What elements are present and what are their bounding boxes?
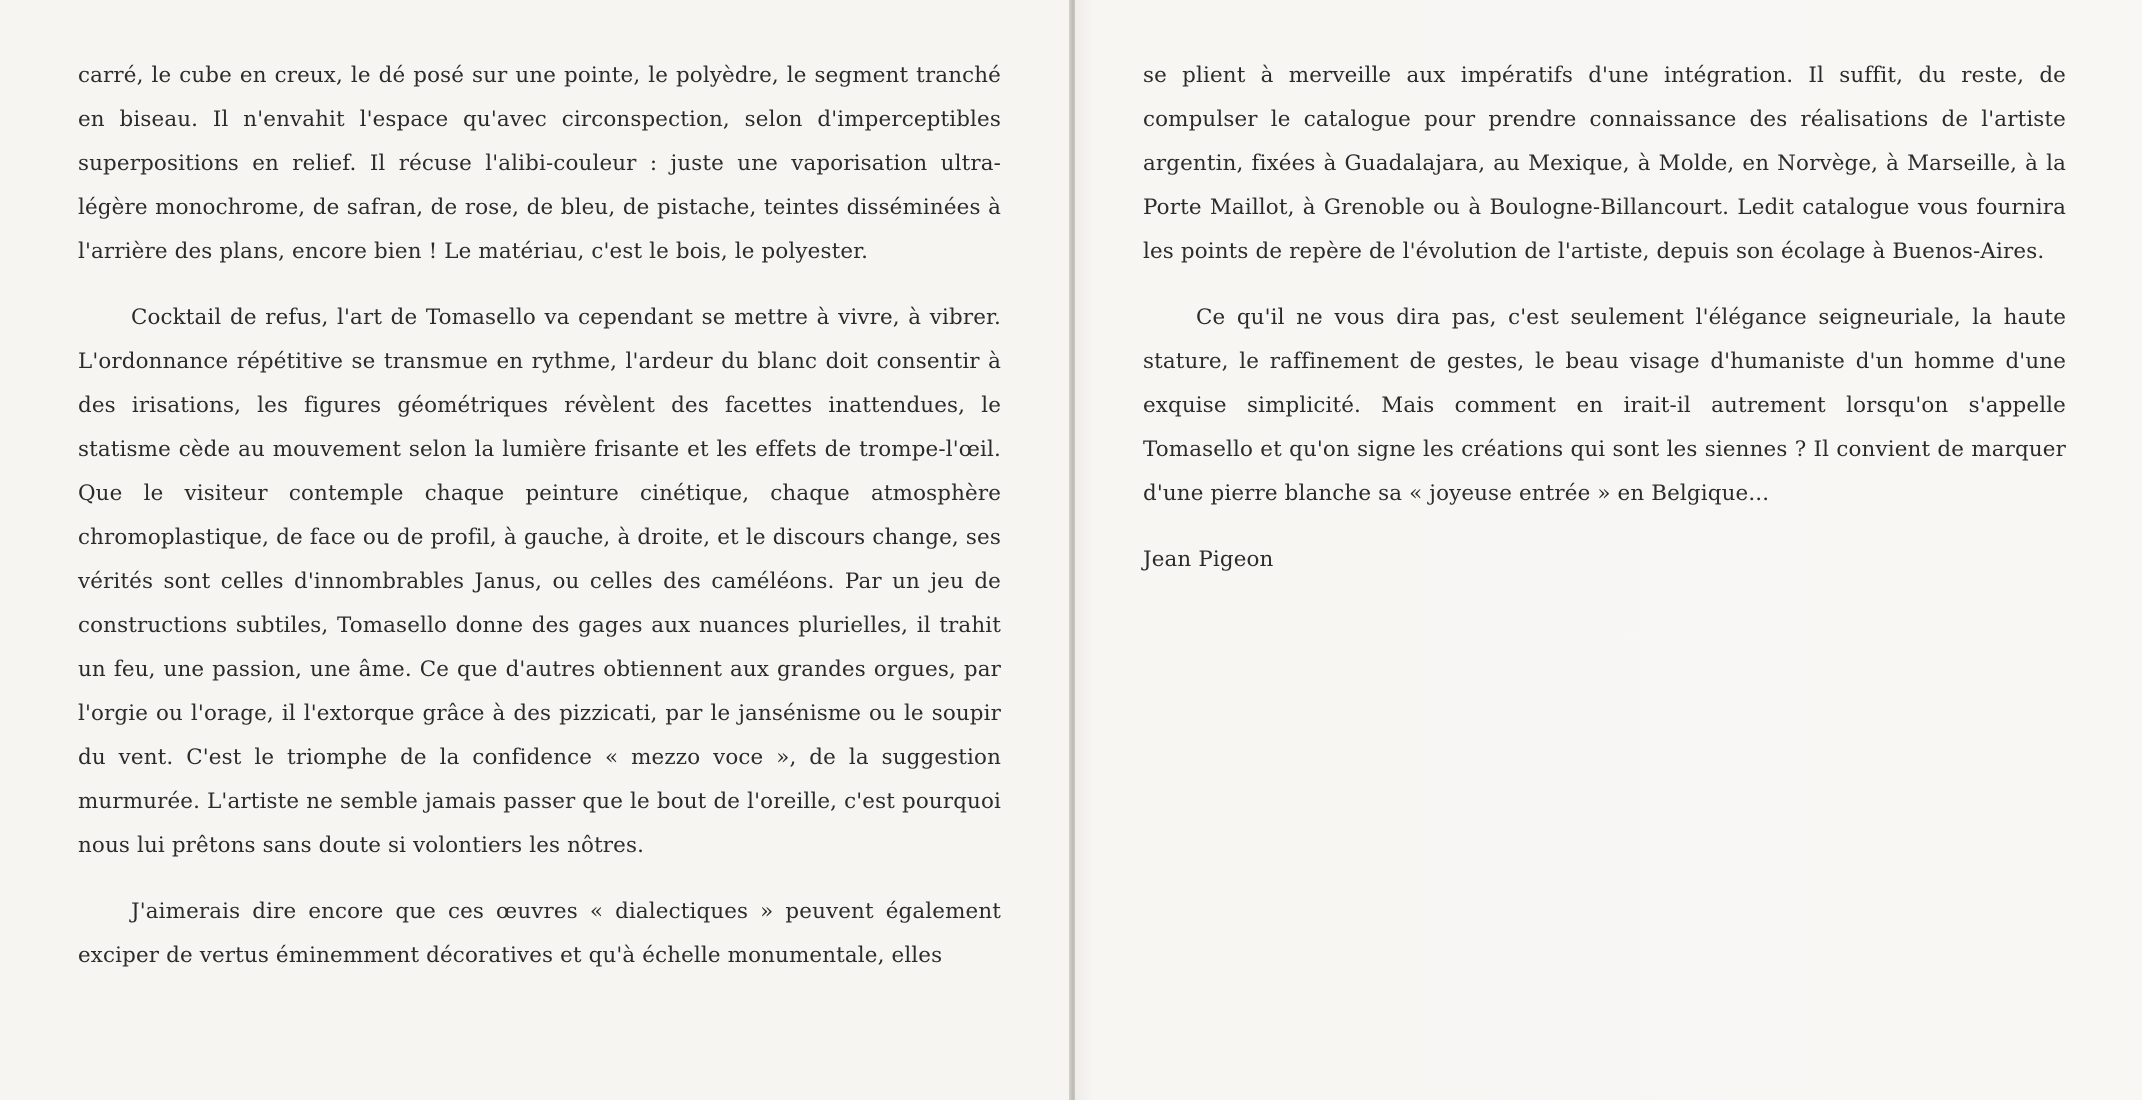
author-signature: Jean Pigeon bbox=[1143, 547, 1274, 572]
left-paragraph-1: carré, le cube en creux, le dé posé sur une pointe, le polyèdre, le segment tranché en biseau. Il n'envahit l'espace qu'avec circonspection, selon d'imperceptibles superpositions en relief. Il récuse l'alibi-couleur : juste une vaporisation ultra-légère monochrome, de safran, de rose, de bleu, de pistache, teintes disséminées à l'arrière des plans, encore bien ! Le matériau, c'est le bois, le polyester. bbox=[78, 63, 1001, 264]
left-paragraph-2: Cocktail de refus, l'art de Tomasello va cependant se mettre à vivre, à vibrer. L'ordonnance répétitive se transmue en rythme, l'ardeur du blanc doit consentir à des irisations, les figures géométriques révèlent des facettes inattendues, le statisme cède au mouvement selon la lumière frisante et les effets de trompe-l'œil. Que le visiteur contemple chaque peinture cinétique, chaque atmosphère chromoplastique, de face ou de profil, à gauche, à droite, et le discours change, ses vérités sont celles d'innombrables Janus, ou celles des caméléons. Par un jeu de constructions subtiles, Tomasello donne des gages aux nuances plurielles, il trahit un feu, une passion, une âme. Ce que d'autres obtiennent aux grandes orgues, par l'orgie ou l'orage, il l'extorque grâce à des pizzicati, par le jansénisme ou le soupir du vent. C'est le triomphe de la confidence « mezzo voce », de la suggestion murmurée. L'artiste ne semble jamais passer que le bout de l'oreille, c'est pourquoi nous lui prêtons sans doute si volontiers les nôtres. bbox=[78, 305, 1001, 858]
right-page bbox=[1075, 0, 2142, 1100]
right-paragraph-1: se plient à merveille aux impératifs d'une intégration. Il suffit, du reste, de compulser le catalogue pour prendre connaissance des réalisations de l'artiste argentin, fixées à Guadalajara, au Mexique, à Molde, en Norvège, à Marseille, à la Porte Maillot, à Grenoble ou à Boulogne-Billancourt. Ledit catalogue vous fournira les points de repère de l'évolution de l'artiste, depuis son écolage à Buenos-Aires. bbox=[1143, 63, 2066, 264]
left-paragraph-3: J'aimerais dire encore que ces œuvres « dialectiques » peuvent également exciper de vertus éminemment décoratives et qu'à échelle monumentale, elles bbox=[78, 899, 1001, 968]
right-paragraph-2: Ce qu'il ne vous dira pas, c'est seulement l'élégance seigneuriale, la haute stature, le raffinement de gestes, le beau visage d'humaniste d'un homme d'une exquise simplicité. Mais comment en irait-il autrement lorsqu'on s'appelle Tomasello et qu'on signe les créations qui sont les siennes ? Il convient de marquer d'une pierre blanche sa « joyeuse entrée » en Belgique... bbox=[1143, 305, 2066, 506]
